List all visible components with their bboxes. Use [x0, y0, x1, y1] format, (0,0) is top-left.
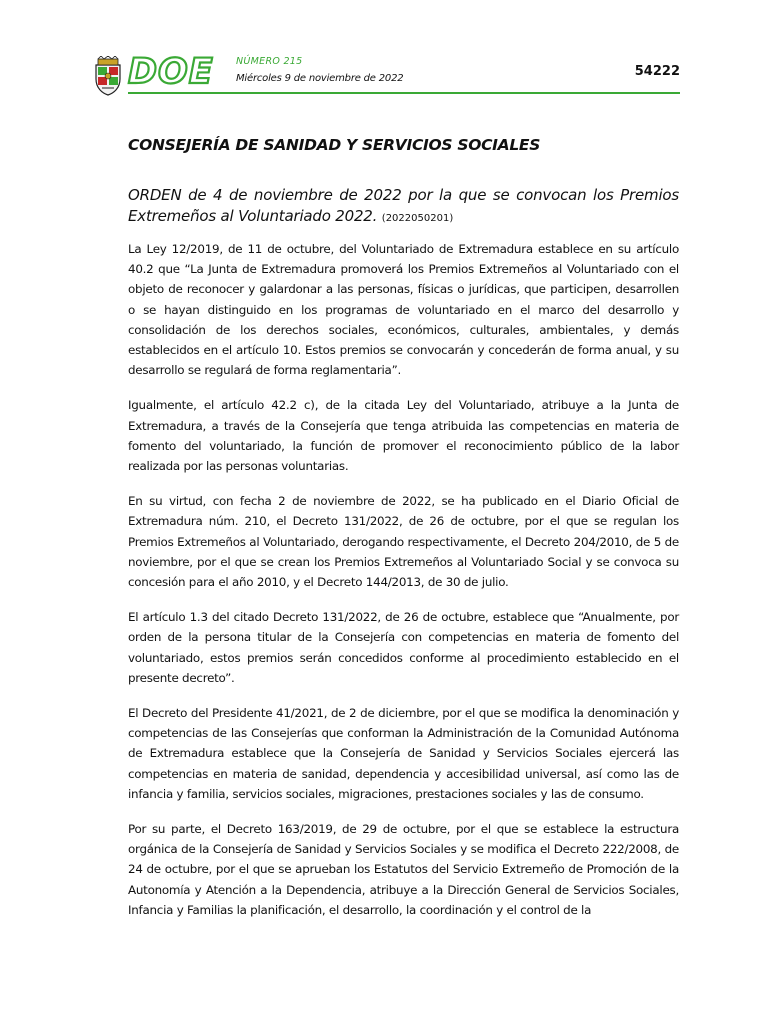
paragraph: La Ley 12/2019, de 11 de octubre, del Voluntariado de Extremadura establece en su artículo 40.2 que “La Junta de Extremadura promoverá los Premios Extremeños al Voluntariado con el objeto de reconocer y galardonar a las personas, físicas o jurídicas, que participen, desarrollen o se hayan distinguido en los programas de voluntariado en el marco del desarrollo y consolidación de los derechos sociales, económicos, culturales, ambientales, y demás establecidos en el artículo 10. Estos premios se convocarán y concederán de forma anual, y su desarrollo se regulará de forma reglamentaria”. — [128, 242, 679, 378]
order-title-text: ORDEN de 4 de noviembre de 2022 por la que se convocan los Premios Extremeños al Voluntariado 2022. — [128, 186, 679, 225]
doe-logo: DOE — [128, 52, 214, 92]
publication-date: Miércoles 9 de noviembre de 2022 — [236, 73, 404, 84]
issue-number: NÚMERO 215 — [236, 56, 303, 67]
order-code: (2022050201) — [381, 213, 454, 224]
paragraph: En su virtud, con fecha 2 de noviembre de 2022, se ha publicado en el Diario Oficial de Extremadura núm. 210, el Decreto 131/2022, de 26 de octubre, por el que se regulan los Premios Extremeños al Voluntariado, derogando respectivamente, el Decreto 204/2010, de 5 de noviembre, por el que se crean los Premios Extremeños al Voluntariado Social y se convoca su concesión para el año 2010, y el Decreto 144/2013, de 30 de julio. — [128, 494, 679, 590]
header-divider — [128, 92, 680, 94]
coat-of-arms-icon — [92, 56, 124, 96]
paragraph: Por su parte, el Decreto 163/2019, de 29 de octubre, por el que se establece la estructura orgánica de la Consejería de Sanidad y Servicios Sociales y se modifica el Decreto 222/2008, de 24 de octubre, por el que se aprueban los Estatutos del Servicio Extremeño de Promoción de la Autonomía y Atención a la Dependencia, atribuye a la Dirección General de Servicios Sociales, Infancia y Familias la planificación, el desarrollo, la coordinación y el control de la — [128, 822, 679, 917]
page-number: 54222 — [634, 64, 680, 79]
document-body — [128, 134, 679, 935]
paragraph: El artículo 1.3 del citado Decreto 131/2022, de 26 de octubre, establece que “Anualmente, por orden de la persona titular de la Consejería con competencias en materia de fomento del voluntariado, estos premios serán concedidos conforme al procedimiento establecido en el presente decreto”. — [128, 610, 679, 685]
order-title — [128, 185, 679, 229]
paragraph: Igualmente, el artículo 42.2 c), de la citada Ley del Voluntariado, atribuye a la Junta de Extremadura, a través de la Consejería que tenga atribuida las competencias en materia de fomento del voluntariado, la función de promover el reconocimiento público de la labor realizada por las personas voluntarias. — [128, 398, 679, 474]
page-header — [92, 54, 680, 94]
paragraph: El Decreto del Presidente 41/2021, de 2 de diciembre, por el que se modifica la denominación y competencias de las Consejerías que conforman la Administración de la Comunidad Autónoma de Extremadura establece que la Consejería de Sanidad y Servicios Sociales ejercerá las competencias en materia de sanidad, dependencia y accesibilidad universal, así como las de infancia y familia, servicios sociales, migraciones, prestaciones sociales y las de consumo. — [128, 706, 679, 801]
section-title: CONSEJERÍA DE SANIDAD Y SERVICIOS SOCIALES — [128, 136, 541, 154]
